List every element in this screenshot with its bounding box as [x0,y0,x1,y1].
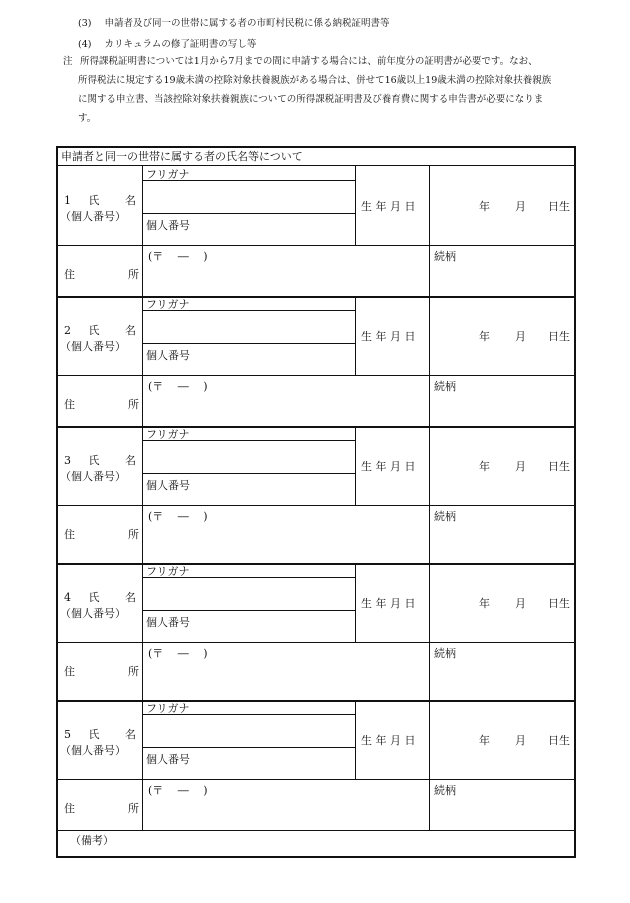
month-label: 月 [515,330,526,343]
person-number: 5 [64,728,71,741]
household-members-form [56,146,576,858]
furigana-input[interactable] [144,579,352,608]
year-label: 年 [479,597,490,610]
person-block-1 [58,166,574,296]
remarks-field[interactable] [58,832,574,856]
year-label: 年 [479,460,490,473]
postal-code-field[interactable]: (〒 ― ) [148,510,208,523]
name-sub-label: （個人番号） [60,470,126,483]
address-label-2: 所 [128,802,139,815]
my-number-label: 個人番号 [146,616,190,629]
requirement-item-4 [78,38,256,52]
person-block-4 [58,563,574,700]
address-label-1: 住 [64,528,75,541]
my-number-label: 個人番号 [146,219,190,232]
year-label: 年 [479,330,490,343]
person-number: 3 [64,454,71,467]
furigana-label: フリガナ [146,428,190,441]
relationship-label: 続柄 [434,250,456,263]
person-number: 2 [64,324,71,337]
person-block-3 [58,426,574,563]
month-label: 月 [515,200,526,213]
person-number: 4 [64,591,71,604]
note-line-2: 所得税法に規定する19歳未満の控除対象扶養親族がある場合は、併せて16歳以上19歳未満の控除対象扶養親族 [78,75,552,86]
name-label-1: 氏 [88,591,100,604]
day-label: 日生 [548,734,570,747]
furigana-label: フリガナ [146,565,190,578]
name-sub-label: （個人番号） [60,340,126,353]
furigana-label: フリガナ [146,702,190,715]
address-label-2: 所 [128,398,139,411]
month-label: 月 [515,460,526,473]
note-line-4: す。 [78,113,97,124]
name-label-2: 名 [125,454,136,467]
item-text: カリキュラムの修了証明書の写し等 [104,39,257,50]
my-number-label: 個人番号 [146,349,190,362]
name-label-1: 氏 [88,728,100,741]
furigana-label: フリガナ [146,298,190,311]
note-label: 注 [63,56,73,67]
day-label: 日生 [548,330,570,343]
year-label: 年 [479,734,490,747]
year-label: 年 [479,200,490,213]
day-label: 日生 [548,200,570,213]
address-label-1: 住 [64,802,75,815]
month-label: 月 [515,734,526,747]
person-block-2 [58,296,574,426]
furigana-input[interactable] [144,442,352,471]
name-sub-label: （個人番号） [60,210,126,223]
note-line-1: 所得課税証明書については1月から7月までの間に申請する場合には、前年度分の証明書が必要です。なお、 [80,56,538,67]
furigana-input[interactable] [144,182,352,211]
address-label-2: 所 [128,665,139,678]
birthdate-label: 生 年 月 日 [361,734,416,747]
relationship-label: 続柄 [434,510,456,523]
birthdate-label: 生 年 月 日 [361,200,416,213]
note-line-3: に関する申立書、当該控除対象扶養親族についての所得課税証明書及び養育費に関する申告書が必要になりま [78,94,544,105]
name-sub-label: （個人番号） [60,744,126,757]
name-label-1: 氏 [88,194,100,207]
item-text: 申請者及び同一の世帯に属する者の市町村民税に係る納税証明書等 [104,18,390,29]
name-label-2: 名 [125,324,136,337]
name-label-1: 氏 [88,454,100,467]
furigana-label: フリガナ [146,168,190,181]
postal-code-field[interactable]: (〒 ― ) [148,380,208,393]
birthdate-label: 生 年 月 日 [361,460,416,473]
item-number: (4) [78,39,92,50]
my-number-label: 個人番号 [146,479,190,492]
person-block-5 [58,700,574,830]
address-label-2: 所 [128,268,139,281]
postal-code-field[interactable]: (〒 ― ) [148,250,208,263]
birthdate-label: 生 年 月 日 [361,597,416,610]
address-label-1: 住 [64,665,75,678]
name-label-1: 氏 [88,324,100,337]
remarks-label: （備考） [70,834,114,847]
furigana-input[interactable] [144,716,352,745]
day-label: 日生 [548,460,570,473]
birthdate-label: 生 年 月 日 [361,330,416,343]
name-label-2: 名 [125,728,136,741]
month-label: 月 [515,597,526,610]
address-label-2: 所 [128,528,139,541]
relationship-label: 続柄 [434,647,456,660]
form-title: 申請者と同一の世帯に属する者の氏名等について [58,148,574,166]
item-number: (3) [78,18,92,29]
postal-code-field[interactable]: (〒 ― ) [148,647,208,660]
relationship-label: 続柄 [434,784,456,797]
relationship-label: 続柄 [434,380,456,393]
name-label-2: 名 [125,591,136,604]
name-sub-label: （個人番号） [60,607,126,620]
name-label-2: 名 [125,194,136,207]
address-label-1: 住 [64,268,75,281]
day-label: 日生 [548,597,570,610]
furigana-input[interactable] [144,312,352,341]
person-number: 1 [64,194,71,207]
my-number-label: 個人番号 [146,753,190,766]
requirement-item-3 [78,17,390,31]
postal-code-field[interactable]: (〒 ― ) [148,784,208,797]
address-label-1: 住 [64,398,75,411]
